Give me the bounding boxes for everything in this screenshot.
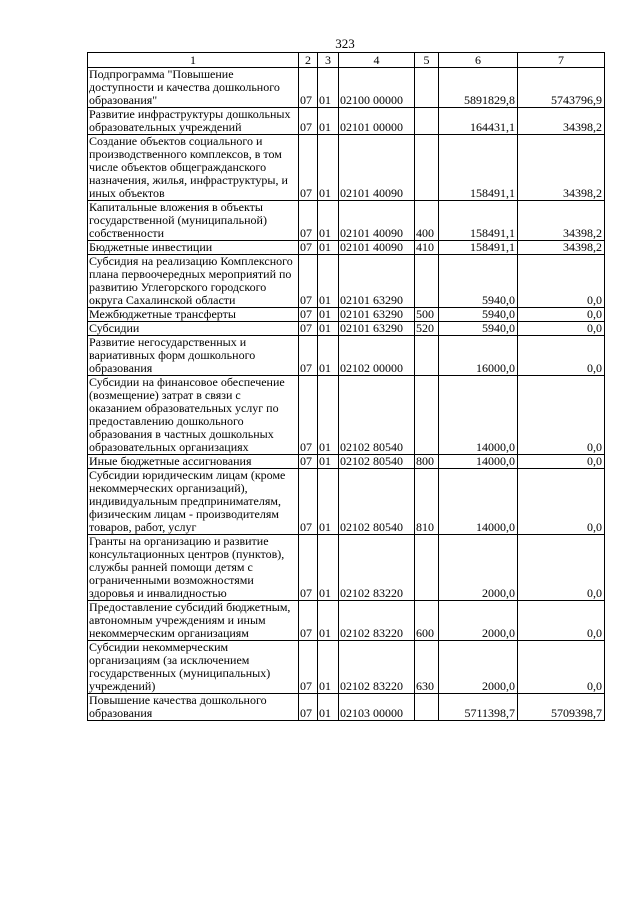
row-amount-1: 5940,0 (439, 255, 518, 308)
row-amount-2: 0,0 (518, 376, 605, 455)
row-subsection: 01 (318, 469, 339, 535)
row-target-code: 02102 80540 (339, 469, 415, 535)
row-target-code: 02101 63290 (339, 255, 415, 308)
row-amount-1: 5940,0 (439, 308, 518, 322)
table-row (88, 535, 605, 601)
row-section: 07 (299, 241, 318, 255)
row-amount-2: 0,0 (518, 308, 605, 322)
row-target-code: 02101 63290 (339, 322, 415, 336)
table-row (88, 68, 605, 108)
row-subsection: 01 (318, 241, 339, 255)
page-number: 323 (335, 36, 355, 51)
table-row (88, 255, 605, 308)
row-expense-type (415, 135, 439, 201)
header-col-2: 2 (299, 53, 318, 68)
row-expense-type: 800 (415, 455, 439, 469)
row-name: Иные бюджетные ассигнования (88, 455, 299, 469)
header-col-3: 3 (318, 53, 339, 68)
row-name: Субсидии юридическим лицам (кроме некоммерческих организаций), индивидуальным предпринимателям, физическим лицам - производителям товаров, работ, услуг (88, 469, 299, 535)
row-amount-2: 0,0 (518, 601, 605, 641)
row-amount-1: 158491,1 (439, 135, 518, 201)
table-row (88, 694, 605, 721)
row-subsection: 01 (318, 255, 339, 308)
row-section: 07 (299, 376, 318, 455)
row-section: 07 (299, 255, 318, 308)
row-name: Повышение качества дошкольного образования (88, 694, 299, 721)
row-section: 07 (299, 322, 318, 336)
row-section: 07 (299, 68, 318, 108)
row-amount-2: 34398,2 (518, 241, 605, 255)
row-amount-1: 158491,1 (439, 241, 518, 255)
table-row (88, 455, 605, 469)
row-amount-2: 0,0 (518, 641, 605, 694)
row-amount-1: 2000,0 (439, 535, 518, 601)
row-amount-2: 0,0 (518, 255, 605, 308)
row-target-code: 02101 40090 (339, 135, 415, 201)
row-name: Субсидии (88, 322, 299, 336)
row-amount-1: 16000,0 (439, 336, 518, 376)
row-subsection: 01 (318, 535, 339, 601)
row-target-code: 02101 00000 (339, 108, 415, 135)
row-name: Предоставление субсидий бюджетным, автономным учреждениям и иным некоммерческим организациям (88, 601, 299, 641)
table-row (88, 322, 605, 336)
row-amount-1: 2000,0 (439, 641, 518, 694)
row-name: Межбюджетные трансферты (88, 308, 299, 322)
row-expense-type: 410 (415, 241, 439, 255)
row-target-code: 02101 40090 (339, 201, 415, 241)
row-section: 07 (299, 336, 318, 376)
row-amount-2: 0,0 (518, 469, 605, 535)
row-name: Подпрограмма "Повышение доступности и качества дошкольного образования" (88, 68, 299, 108)
table-row (88, 135, 605, 201)
row-name: Гранты на организацию и развитие консультационных центров (пунктов), службы ранней помощи детям с ограниченными возможностями здоровья и инвалидностью (88, 535, 299, 601)
row-target-code: 02102 83220 (339, 535, 415, 601)
table-row (88, 308, 605, 322)
header-col-7: 7 (518, 53, 605, 68)
row-expense-type (415, 108, 439, 135)
row-target-code: 02102 83220 (339, 641, 415, 694)
row-amount-2: 0,0 (518, 455, 605, 469)
row-expense-type (415, 68, 439, 108)
row-expense-type (415, 255, 439, 308)
row-subsection: 01 (318, 322, 339, 336)
row-section: 07 (299, 601, 318, 641)
row-subsection: 01 (318, 201, 339, 241)
header-col-6: 6 (439, 53, 518, 68)
row-section: 07 (299, 135, 318, 201)
row-amount-1: 5940,0 (439, 322, 518, 336)
header-col-4: 4 (339, 53, 415, 68)
row-expense-type: 810 (415, 469, 439, 535)
row-target-code: 02102 80540 (339, 455, 415, 469)
row-name: Развитие инфраструктуры дошкольных образовательных учреждений (88, 108, 299, 135)
table-row (88, 108, 605, 135)
table-row (88, 641, 605, 694)
row-amount-1: 5891829,8 (439, 68, 518, 108)
row-amount-1: 158491,1 (439, 201, 518, 241)
row-target-code: 02101 63290 (339, 308, 415, 322)
row-amount-1: 164431,1 (439, 108, 518, 135)
header-col-1: 1 (88, 53, 299, 68)
row-name: Субсидии на финансовое обеспечение (возмещение) затрат в связи с оказанием образовательных услуг по предоставлению дошкольного образования в частных дошкольных образовательных организациях (88, 376, 299, 455)
row-amount-1: 14000,0 (439, 455, 518, 469)
row-expense-type (415, 336, 439, 376)
row-amount-2: 34398,2 (518, 108, 605, 135)
table-row (88, 241, 605, 255)
row-subsection: 01 (318, 135, 339, 201)
row-amount-2: 34398,2 (518, 135, 605, 201)
row-amount-2: 34398,2 (518, 201, 605, 241)
row-name: Капитальные вложения в объекты государственной (муниципальной) собственности (88, 201, 299, 241)
row-name: Бюджетные инвестиции (88, 241, 299, 255)
row-amount-2: 0,0 (518, 535, 605, 601)
row-name: Создание объектов социального и производственного комплексов, в том числе объектов общегражданского назначения, жилья, инфраструктуры, и иных объектов (88, 135, 299, 201)
row-target-code: 02103 00000 (339, 694, 415, 721)
row-amount-1: 14000,0 (439, 376, 518, 455)
row-expense-type: 600 (415, 601, 439, 641)
row-subsection: 01 (318, 694, 339, 721)
row-section: 07 (299, 535, 318, 601)
row-target-code: 02102 00000 (339, 336, 415, 376)
table-row (88, 201, 605, 241)
row-target-code: 02102 80540 (339, 376, 415, 455)
row-expense-type: 500 (415, 308, 439, 322)
table-row (88, 469, 605, 535)
row-name: Развитие негосударственных и вариативных форм дошкольного образования (88, 336, 299, 376)
row-name: Субсидии некоммерческим организациям (за исключением государственных (муниципальных) учреждений) (88, 641, 299, 694)
row-section: 07 (299, 308, 318, 322)
row-expense-type: 520 (415, 322, 439, 336)
row-section: 07 (299, 694, 318, 721)
row-amount-2: 5709398,7 (518, 694, 605, 721)
row-target-code: 02100 00000 (339, 68, 415, 108)
row-subsection: 01 (318, 601, 339, 641)
row-name: Субсидия на реализацию Комплексного плана первоочередных мероприятий по развитию Углегорского городского округа Сахалинской области (88, 255, 299, 308)
row-subsection: 01 (318, 336, 339, 376)
row-target-code: 02101 40090 (339, 241, 415, 255)
row-expense-type: 400 (415, 201, 439, 241)
row-expense-type (415, 694, 439, 721)
table-row (88, 601, 605, 641)
row-amount-1: 5711398,7 (439, 694, 518, 721)
row-expense-type (415, 535, 439, 601)
row-subsection: 01 (318, 641, 339, 694)
table-row (88, 336, 605, 376)
table-row (88, 376, 605, 455)
row-amount-2: 5743796,9 (518, 68, 605, 108)
row-subsection: 01 (318, 376, 339, 455)
row-expense-type (415, 376, 439, 455)
row-target-code: 02102 83220 (339, 601, 415, 641)
row-amount-1: 2000,0 (439, 601, 518, 641)
row-section: 07 (299, 108, 318, 135)
row-amount-1: 14000,0 (439, 469, 518, 535)
row-section: 07 (299, 201, 318, 241)
header-row (88, 53, 605, 68)
row-subsection: 01 (318, 108, 339, 135)
row-section: 07 (299, 641, 318, 694)
row-amount-2: 0,0 (518, 336, 605, 376)
row-amount-2: 0,0 (518, 322, 605, 336)
budget-table (87, 52, 605, 721)
row-subsection: 01 (318, 308, 339, 322)
row-subsection: 01 (318, 455, 339, 469)
row-section: 07 (299, 469, 318, 535)
row-subsection: 01 (318, 68, 339, 108)
row-section: 07 (299, 455, 318, 469)
header-col-5: 5 (415, 53, 439, 68)
row-expense-type: 630 (415, 641, 439, 694)
